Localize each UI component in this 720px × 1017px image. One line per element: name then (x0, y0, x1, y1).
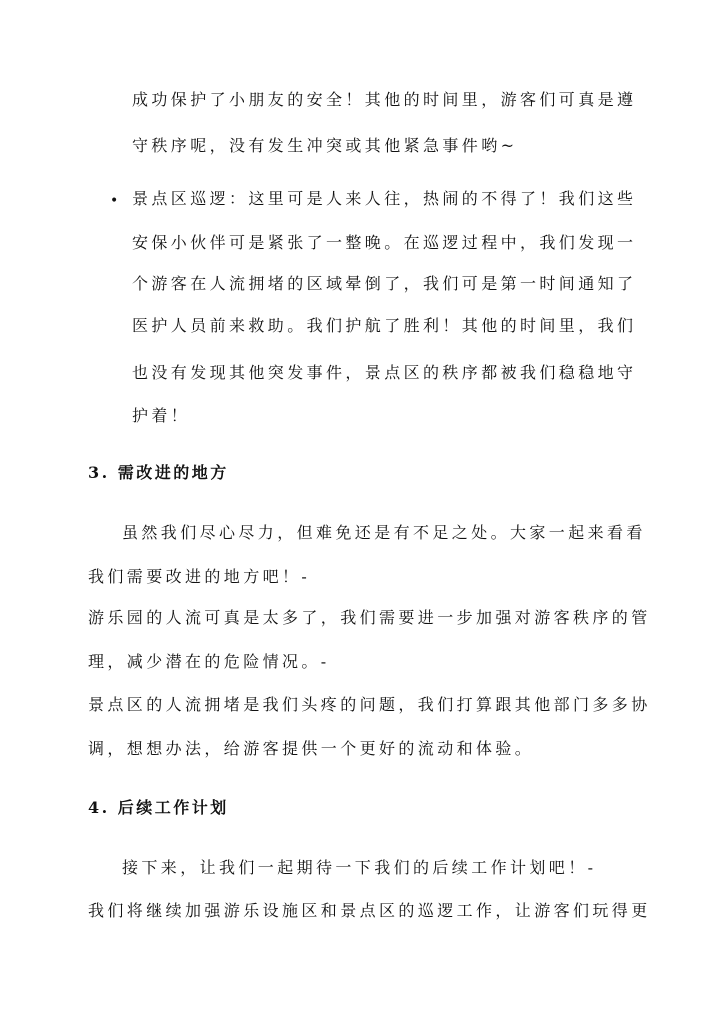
section-3-item-2-line-2: 调，想想办法，给游客提供一个更好的流动和体验。 (88, 739, 535, 758)
section-3-item-1-line-2: 理，减少潜在的危险情况。- (88, 652, 330, 671)
list-item-2-line-2: 安保小伙伴可是紧张了一整晚。在巡逻过程中，我们发现一 (132, 233, 637, 252)
list-item-2-line-5: 也没有发现其他突发事件，景点区的秩序都被我们稳稳地守 (132, 363, 637, 382)
section-3-heading: 3. 需改进的地方 (88, 463, 229, 482)
list-item-1-line-2: 守秩序呢，没有发生冲突或其他紧急事件哟~ (132, 136, 518, 155)
list-item-2-line-3: 个游客在人流拥堵的区域晕倒了，我们可是第一时间通知了 (132, 274, 637, 293)
section-3-item-2-line-1: 景点区的人流拥堵是我们头疼的问题，我们打算跟其他部门多多协 (88, 695, 651, 714)
list-item-2-line-1: 景点区巡逻：这里可是人来人往，热闹的不得了！我们这些 (132, 189, 637, 208)
section-4-heading: 4. 后续工作计划 (88, 798, 229, 817)
list-item-1-line-1: 成功保护了小朋友的安全！其他的时间里，游客们可真是遵 (132, 90, 637, 109)
section-3-item-1-line-1: 游乐园的人流可真是太多了，我们需要进一步加强对游客秩序的管 (88, 608, 651, 627)
section-3-intro-line-2: 我们需要改进的地方吧！- (88, 567, 311, 586)
section-4-intro-line-1: 接下来，让我们一起期待一下我们的后续工作计划吧！- (122, 858, 597, 877)
bullet-marker: • (110, 193, 119, 209)
list-item-2-line-6: 护着！ (132, 406, 191, 425)
section-3-intro-line-1: 虽然我们尽心尽力，但难免还是有不足之处。大家一起来看看 (122, 523, 646, 542)
section-4-item-1-line-1: 我们将继续加强游乐设施区和景点区的巡逻工作，让游客们玩得更 (88, 901, 651, 920)
list-item-2-line-4: 医护人员前来救助。我们护航了胜利！其他的时间里，我们 (132, 316, 637, 335)
